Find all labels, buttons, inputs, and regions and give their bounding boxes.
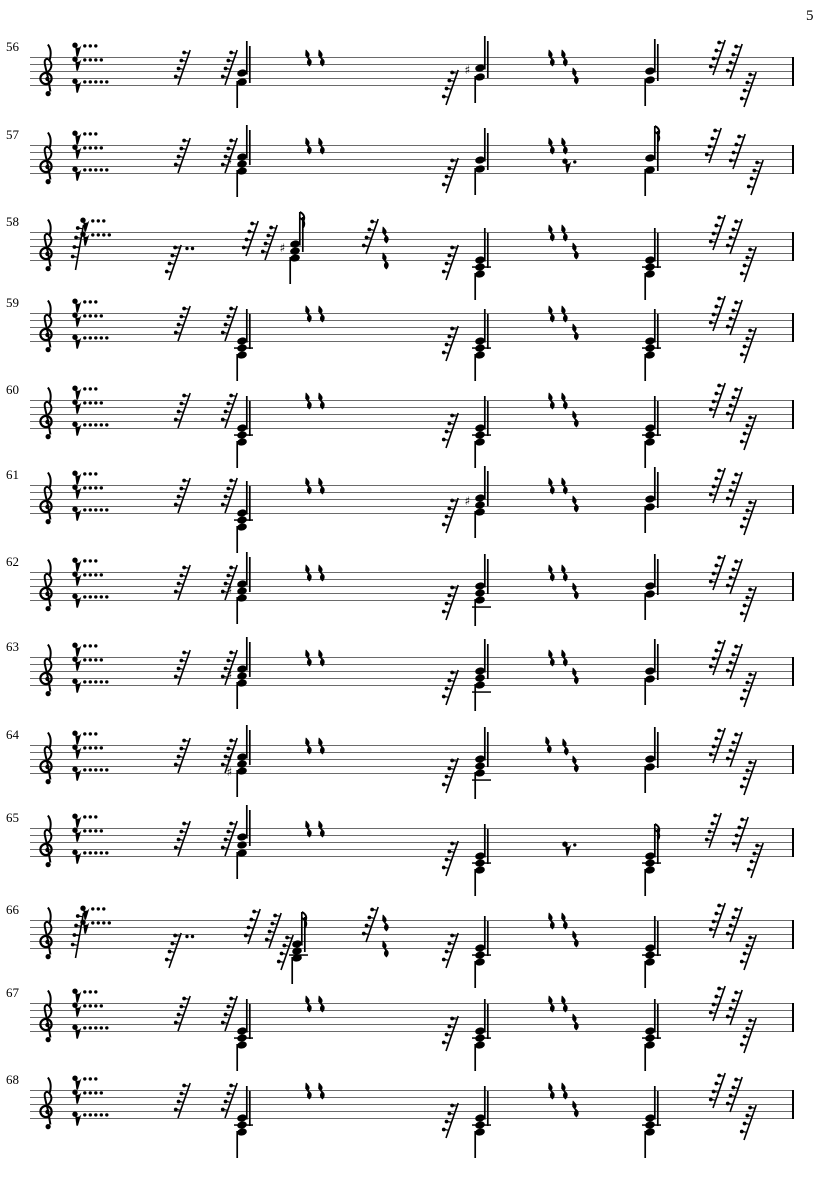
note-chord: [634, 637, 668, 711]
measure-number: 68: [6, 1072, 19, 1087]
eighth-rest-dotted: [72, 849, 114, 865]
staff-line: [30, 260, 792, 261]
eighth-rest-dotted: [72, 78, 114, 94]
treble-clef-icon: [36, 298, 58, 356]
note-chord: [464, 637, 498, 717]
quarter-rest: [316, 49, 326, 67]
sixty-fourth-rest: [710, 382, 728, 419]
eighth-rest-dotted: [72, 144, 108, 160]
sixty-fourth-rest: [166, 244, 199, 281]
staff-line: [30, 253, 792, 254]
sixty-fourth-rest: [243, 220, 261, 257]
sixty-fourth-rest: [443, 932, 461, 969]
sixty-fourth-rest: [741, 586, 759, 623]
note-chord: [279, 210, 313, 290]
sixty-fourth-rest: [175, 305, 193, 342]
note-chord: [464, 1084, 498, 1164]
sixty-fourth-rest: [741, 759, 759, 796]
staff-line: [30, 239, 792, 240]
sixty-fourth-rest: [443, 325, 461, 362]
sixty-fourth-rest: [175, 392, 193, 429]
quarter-rest: [380, 252, 390, 270]
barline: [792, 920, 794, 949]
eighth-rest-dotted: [72, 1024, 114, 1040]
staff-line: [30, 313, 792, 314]
treble-clef-icon: [36, 905, 58, 963]
sixty-fourth-rest: [175, 737, 193, 774]
quarter-rest: [570, 930, 580, 948]
quarter-rest: [559, 305, 569, 323]
sixty-fourth-rest: [710, 39, 728, 76]
staff-line: [30, 842, 792, 843]
eighth-rest-dotted: [72, 484, 108, 500]
barline: [792, 828, 794, 857]
eighth-rest-dotted: [72, 744, 108, 760]
barline: [792, 57, 794, 86]
quarter-rest: [559, 995, 569, 1013]
staff-line: [30, 232, 792, 233]
staff-line: [30, 1097, 792, 1098]
sixty-fourth-rest: [730, 133, 748, 170]
treble-clef-icon: [36, 470, 58, 528]
quarter-rest: [303, 649, 313, 667]
quarter-rest: [570, 1100, 580, 1118]
svg-text:♯: ♯: [226, 752, 233, 766]
staff-line: [30, 856, 792, 857]
measure-number: 62: [6, 554, 19, 569]
sixty-fourth-rest: [72, 912, 87, 959]
quarter-rest: [570, 755, 580, 773]
quarter-rest: [316, 737, 326, 755]
staff-line: [30, 927, 792, 928]
eighth-rest-dotted: [72, 1002, 108, 1018]
treble-clef-icon: [36, 42, 58, 100]
sixty-fourth-rest: [443, 840, 461, 877]
staff-line: [30, 685, 792, 686]
quarter-rest: [559, 1082, 569, 1100]
quarter-rest: [559, 912, 569, 930]
quarter-rest: [559, 224, 569, 242]
note-chord: [226, 1084, 260, 1164]
quarter-rest: [546, 912, 556, 930]
treble-clef-icon: [36, 988, 58, 1046]
quarter-rest: [559, 392, 569, 410]
eighth-rest-dotted: [72, 334, 114, 350]
staff-line: [30, 407, 792, 408]
sixty-fourth-rest: [443, 412, 461, 449]
sixty-fourth-rest: [748, 159, 766, 196]
quarter-rest: [570, 1013, 580, 1031]
sixty-fourth-rest: [443, 669, 461, 706]
quarter-rest: [559, 564, 569, 582]
staff-line: [30, 657, 792, 658]
svg-text:♯: ♯: [226, 765, 233, 779]
staff-line: [30, 428, 792, 429]
sixty-fourth-rest: [710, 902, 728, 939]
staff-line: [30, 766, 792, 767]
staff-line: [30, 152, 792, 153]
quarter-rest: [570, 67, 580, 85]
measure-number: 61: [6, 467, 19, 482]
staff-line: [30, 1090, 792, 1091]
eighth-rest-dotted: [72, 399, 108, 415]
eighth-rest-dotted: [72, 56, 108, 72]
quarter-rest: [546, 392, 556, 410]
quarter-rest: [380, 226, 390, 244]
staff-line: [30, 773, 792, 774]
staff-line: [30, 327, 792, 328]
measure-number: 59: [6, 295, 19, 310]
sixty-fourth-rest: [741, 1104, 759, 1141]
quarter-rest: [303, 995, 313, 1013]
staff-line: [30, 85, 792, 86]
quarter-rest: [546, 1082, 556, 1100]
staff-line: [30, 421, 792, 422]
quarter-rest: [316, 1082, 326, 1100]
sixty-fourth-rest: [741, 327, 759, 364]
quarter-rest: [316, 477, 326, 495]
measure-number: 60: [6, 382, 19, 397]
note-chord: [464, 126, 498, 201]
treble-clef-icon: [36, 130, 58, 188]
quarter-rest: [303, 477, 313, 495]
measure-number: 66: [6, 902, 19, 917]
eighth-rest-dotted: [72, 571, 108, 587]
staff-line: [30, 941, 792, 942]
eighth-rest-dotted: [72, 766, 114, 782]
sixty-fourth-rest: [175, 1082, 193, 1119]
staff-line: [30, 1003, 792, 1004]
note-chord: [464, 34, 498, 109]
eighth-rest-dotted: [72, 678, 114, 694]
barline: [792, 572, 794, 601]
staff-line: [30, 934, 792, 935]
note-chord: [464, 725, 498, 805]
quarter-rest: [316, 995, 326, 1013]
measure-number: 58: [6, 214, 19, 229]
quarter-rest: [560, 738, 570, 756]
staff-line: [30, 828, 792, 829]
quarter-rest: [303, 305, 313, 323]
svg-text:♯: ♯: [226, 668, 233, 682]
staff-line: [30, 745, 792, 746]
barline: [792, 657, 794, 686]
staff-line: [30, 499, 792, 500]
quarter-rest: [546, 995, 556, 1013]
note-chord: [634, 465, 668, 539]
quarter-rest: [316, 564, 326, 582]
quarter-rest: [303, 49, 313, 67]
sixty-fourth-rest: [443, 757, 461, 794]
sixty-fourth-rest: [443, 1102, 461, 1139]
sixty-fourth-rest: [262, 224, 280, 261]
staff-line: [30, 246, 792, 247]
sixty-fourth-rest: [706, 812, 724, 849]
staff-line: [30, 579, 792, 580]
staff-line: [30, 145, 792, 146]
treble-clef-icon: [36, 813, 58, 871]
staff-line: [30, 586, 792, 587]
svg-text:♯: ♯: [279, 241, 286, 255]
sixty-fourth-rest: [175, 820, 193, 857]
staff-line: [30, 849, 792, 850]
eighth-rest-dotted: [72, 1089, 108, 1105]
staff-line: [30, 1010, 792, 1011]
quarter-rest: [570, 242, 580, 260]
barline: [792, 232, 794, 261]
staff-line: [30, 166, 792, 167]
quarter-rest: [546, 305, 556, 323]
eighth-rest-dotted: [72, 421, 114, 437]
note-chord: [464, 464, 498, 544]
treble-clef-icon: [36, 217, 58, 275]
treble-clef-icon: [36, 385, 58, 443]
quarter-rest: [570, 410, 580, 428]
staff-line: [30, 1118, 792, 1119]
measure-number: 56: [6, 39, 19, 54]
quarter-rest: [380, 914, 390, 932]
quarter-rest: [543, 736, 553, 754]
staff-line: [30, 1104, 792, 1105]
staff-line: [30, 513, 792, 514]
treble-clef-icon: [36, 557, 58, 615]
measure-number: 64: [6, 727, 19, 742]
quarter-rest: [570, 495, 580, 513]
staff-line: [30, 173, 792, 174]
barline: [792, 1090, 794, 1119]
barline: [792, 400, 794, 429]
quarter-rest: [546, 649, 556, 667]
eighth-rest-dotted: [72, 1111, 114, 1127]
eighth-rest-dotted: [72, 827, 108, 843]
note-chord: [226, 635, 260, 715]
staff-line: [30, 57, 792, 58]
staff-line: [30, 400, 792, 401]
quarter-rest: [316, 392, 326, 410]
quarter-rest: [559, 49, 569, 67]
sixty-fourth-rest: [363, 218, 381, 255]
note-chord: [634, 124, 668, 202]
sixty-fourth-rest: [710, 214, 728, 251]
staff-line: [30, 1031, 792, 1032]
staff-line: [30, 664, 792, 665]
quarter-rest: [303, 564, 313, 582]
staff-line: [30, 593, 792, 594]
barline: [792, 485, 794, 514]
barline: [792, 1003, 794, 1032]
quarter-rest: [546, 49, 556, 67]
quarter-rest: [303, 1082, 313, 1100]
sixty-fourth-rest: [741, 71, 759, 108]
note-chord: [226, 123, 260, 203]
staff-line: [30, 492, 792, 493]
sixty-fourth-rest: [710, 639, 728, 676]
sixty-fourth-rest: [175, 49, 193, 86]
eighth-rest-dotted: [562, 158, 582, 174]
sixty-fourth-rest: [166, 932, 199, 969]
sixty-fourth-rest: [741, 414, 759, 451]
sixty-fourth-rest: [706, 127, 724, 164]
note-chord: [464, 552, 498, 632]
measure-number: 57: [6, 127, 19, 142]
measure-number: 65: [6, 810, 19, 825]
svg-text:♯: ♯: [226, 583, 233, 597]
treble-clef-icon: [36, 1075, 58, 1133]
sixty-fourth-rest: [72, 224, 87, 271]
staff-line: [30, 341, 792, 342]
staff-line: [30, 920, 792, 921]
quarter-rest: [559, 649, 569, 667]
quarter-rest: [546, 477, 556, 495]
note-chord: [226, 550, 260, 630]
staff-line: [30, 1024, 792, 1025]
sixty-fourth-rest: [175, 995, 193, 1032]
quarter-rest: [316, 137, 326, 155]
staff-line: [30, 948, 792, 949]
sixty-fourth-rest: [710, 295, 728, 332]
sixty-fourth-rest: [175, 477, 193, 514]
sixty-fourth-rest: [175, 564, 193, 601]
staff-line: [30, 600, 792, 601]
quarter-rest: [380, 940, 390, 958]
sixty-fourth-rest: [710, 727, 728, 764]
eighth-rest-dotted: [72, 166, 114, 182]
barline: [792, 313, 794, 342]
sixty-fourth-rest: [741, 1017, 759, 1054]
sixty-fourth-rest: [741, 671, 759, 708]
quarter-rest: [546, 137, 556, 155]
quarter-rest: [316, 820, 326, 838]
svg-text:♯: ♯: [464, 494, 471, 508]
staff-line: [30, 159, 792, 160]
sixty-fourth-rest: [710, 1072, 728, 1109]
quarter-rest: [559, 477, 569, 495]
sixty-fourth-rest: [710, 985, 728, 1022]
eighth-rest-dotted: [72, 506, 114, 522]
note-chord: [634, 552, 668, 626]
quarter-rest: [559, 137, 569, 155]
quarter-rest: [546, 224, 556, 242]
sixty-fourth-rest: [741, 499, 759, 536]
quarter-rest: [570, 667, 580, 685]
staff-line: [30, 678, 792, 679]
staff-line: [30, 835, 792, 836]
staff-line: [30, 752, 792, 753]
staff-line: [30, 414, 792, 415]
sixty-fourth-rest: [443, 497, 461, 534]
quarter-rest: [546, 564, 556, 582]
staff-line: [30, 320, 792, 321]
eighth-rest-dotted: [562, 841, 582, 857]
sixty-fourth-rest: [175, 649, 193, 686]
quarter-rest: [316, 649, 326, 667]
sixty-fourth-rest: [710, 554, 728, 591]
eighth-rest-dotted: [72, 656, 108, 672]
barline: [792, 145, 794, 174]
treble-clef-icon: [36, 642, 58, 700]
staff-line: [30, 572, 792, 573]
sixty-fourth-rest: [175, 137, 193, 174]
sixty-fourth-rest: [443, 1015, 461, 1052]
note-chord: [634, 1084, 668, 1164]
quarter-rest: [303, 737, 313, 755]
staff-line: [30, 1017, 792, 1018]
barline: [792, 745, 794, 774]
quarter-rest: [570, 582, 580, 600]
staff-line: [30, 671, 792, 672]
staff-line: [30, 64, 792, 65]
note-chord: [226, 803, 260, 885]
note-chord: [226, 39, 260, 114]
note-chord: [634, 725, 668, 799]
staff-line: [30, 334, 792, 335]
treble-clef-icon: [36, 730, 58, 788]
page-number: 5: [806, 8, 814, 24]
sixty-fourth-rest: [245, 908, 263, 945]
sixty-fourth-rest: [443, 69, 461, 106]
sixty-fourth-rest: [443, 584, 461, 621]
staff-line: [30, 506, 792, 507]
quarter-rest: [303, 137, 313, 155]
quarter-rest: [303, 392, 313, 410]
staff-line: [30, 78, 792, 79]
staff-line: [30, 759, 792, 760]
staff-line: [30, 71, 792, 72]
sixty-fourth-rest: [443, 244, 461, 281]
staff-system: [0, 1056, 835, 1176]
quarter-rest: [316, 305, 326, 323]
sixty-fourth-rest: [741, 934, 759, 971]
sixty-fourth-rest: [710, 467, 728, 504]
sixty-fourth-rest: [443, 157, 461, 194]
staff-line: [30, 1111, 792, 1112]
note-chord: [634, 37, 668, 112]
sixty-fourth-rest: [363, 906, 381, 943]
quarter-rest: [303, 820, 313, 838]
eighth-rest-dotted: [72, 593, 114, 609]
svg-text:♯: ♯: [226, 154, 233, 168]
note-chord: [226, 723, 260, 803]
quarter-rest: [570, 323, 580, 341]
sixty-fourth-rest: [741, 246, 759, 283]
staff-line: [30, 485, 792, 486]
eighth-rest-dotted: [72, 312, 108, 328]
measure-number: 67: [6, 985, 19, 1000]
measure-number: 63: [6, 639, 19, 654]
svg-text:♯: ♯: [464, 63, 471, 77]
sixty-fourth-rest: [748, 842, 766, 879]
